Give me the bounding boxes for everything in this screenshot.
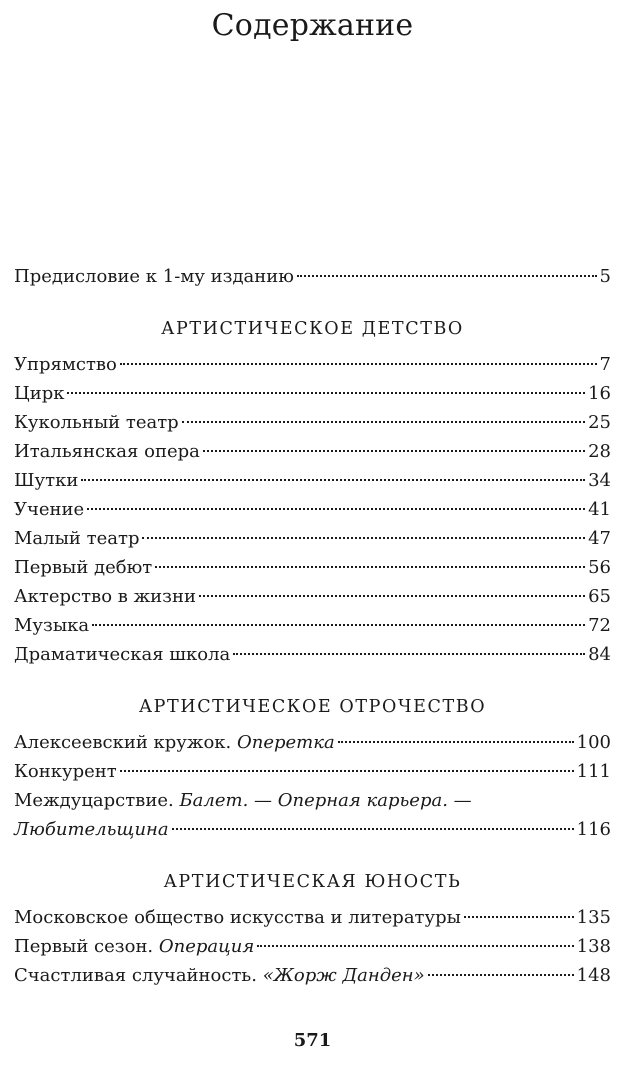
toc-entry-page: 135 [576, 907, 611, 928]
dot-leader [120, 770, 574, 772]
dot-leader [233, 653, 585, 655]
toc-entry [14, 524, 611, 553]
toc-entry-page: 72 [588, 615, 611, 636]
toc-entry-title: Шутки [14, 470, 79, 491]
dot-leader [464, 916, 574, 918]
toc-entry-title: Итальянская опера [14, 441, 200, 462]
toc-entry-title: Конкурент [14, 761, 117, 782]
toc-entry-page: 65 [588, 586, 611, 607]
dot-leader [297, 275, 597, 277]
dot-leader [87, 508, 585, 510]
toc-entry-title: Упрямство [14, 354, 117, 375]
toc-entry-title: Междуцарствие. [14, 790, 174, 811]
toc-entry-page: 100 [576, 732, 611, 753]
toc-entry [14, 466, 611, 495]
toc-entry [14, 932, 611, 961]
toc-entry-page: 138 [576, 936, 611, 957]
toc-entry [14, 815, 611, 844]
toc-entry [14, 553, 611, 582]
toc-entry-title: Актерство в жизни [14, 586, 196, 607]
toc-entry-page: 28 [588, 441, 611, 462]
table-of-contents [14, 262, 611, 990]
toc-entry-title: Московское общество искусства и литературы [14, 907, 461, 928]
toc-entry-title: Учение [14, 499, 85, 520]
dot-leader [120, 363, 597, 365]
toc-entry-page: 34 [588, 470, 611, 491]
toc-entry-subtitle: «Жорж Данден» [262, 965, 425, 986]
toc-entry-title: Алексеевский кружок. Оперетка [14, 732, 335, 753]
toc-entry-page: 7 [599, 354, 611, 375]
toc-entry [14, 495, 611, 524]
dot-leader [203, 450, 585, 452]
toc-entry [14, 350, 611, 379]
toc-entry-page: 25 [588, 412, 611, 433]
page-title: Содержание [211, 8, 414, 43]
page-number: 571 [293, 1030, 332, 1051]
dot-leader [182, 421, 585, 423]
toc-entry [14, 379, 611, 408]
toc-entry-page: 16 [588, 383, 611, 404]
dot-leader [92, 624, 585, 626]
toc-entry-page: 47 [588, 528, 611, 549]
dot-leader [172, 828, 574, 830]
toc-entry-page: 56 [588, 557, 611, 578]
toc-entry-subtitle: Балет. — Оперная карьера. — [179, 790, 472, 811]
toc-entry-title: Кукольный театр [14, 412, 179, 433]
toc-entry-title: Счастливая случайность. «Жорж Данден» [14, 965, 425, 986]
toc-entry-page: 5 [599, 266, 611, 287]
toc-entry-page: 41 [588, 499, 611, 520]
toc-entry-continuation: Любительщина [14, 819, 169, 840]
toc-entry-preface [14, 262, 611, 291]
dot-leader [142, 537, 585, 539]
toc-entry [14, 728, 611, 757]
section-heading: АРТИСТИЧЕСКОЕ ОТРОЧЕСТВО [138, 697, 487, 717]
dot-leader [155, 566, 585, 568]
toc-entry-first-line [14, 786, 611, 815]
toc-entry [14, 611, 611, 640]
dot-leader [67, 392, 585, 394]
toc-entry-page: 148 [576, 965, 611, 986]
toc-entry [14, 903, 611, 932]
toc-entry-page: 111 [576, 761, 611, 782]
toc-entry-subtitle: Операция [158, 936, 255, 957]
toc-entry [14, 408, 611, 437]
toc-entry-title: Предисловие к 1-му изданию [14, 266, 294, 287]
toc-entry-title: Первый сезон. Операция [14, 936, 255, 957]
toc-entry [14, 437, 611, 466]
toc-entry-subtitle: Оперетка [237, 732, 335, 753]
section-heading: АРТИСТИЧЕСКАЯ ЮНОСТЬ [163, 872, 462, 892]
toc-entry [14, 582, 611, 611]
dot-leader [257, 945, 573, 947]
toc-entry-page: 116 [576, 819, 611, 840]
dot-leader [199, 595, 585, 597]
toc-entry-title: Драматическая школа [14, 644, 231, 665]
toc-entry-title: Малый театр [14, 528, 140, 549]
toc-entry [14, 640, 611, 669]
toc-entry [14, 757, 611, 786]
toc-entry-title: Цирк [14, 383, 65, 404]
section-heading: АРТИСТИЧЕСКОЕ ДЕТСТВО [161, 319, 464, 339]
toc-entry-title: Первый дебют [14, 557, 153, 578]
toc-entry [14, 961, 611, 990]
toc-entry-page: 84 [588, 644, 611, 665]
dot-leader [81, 479, 585, 481]
dot-leader [428, 974, 574, 976]
dot-leader [338, 741, 574, 743]
toc-entry-title: Музыка [14, 615, 90, 636]
